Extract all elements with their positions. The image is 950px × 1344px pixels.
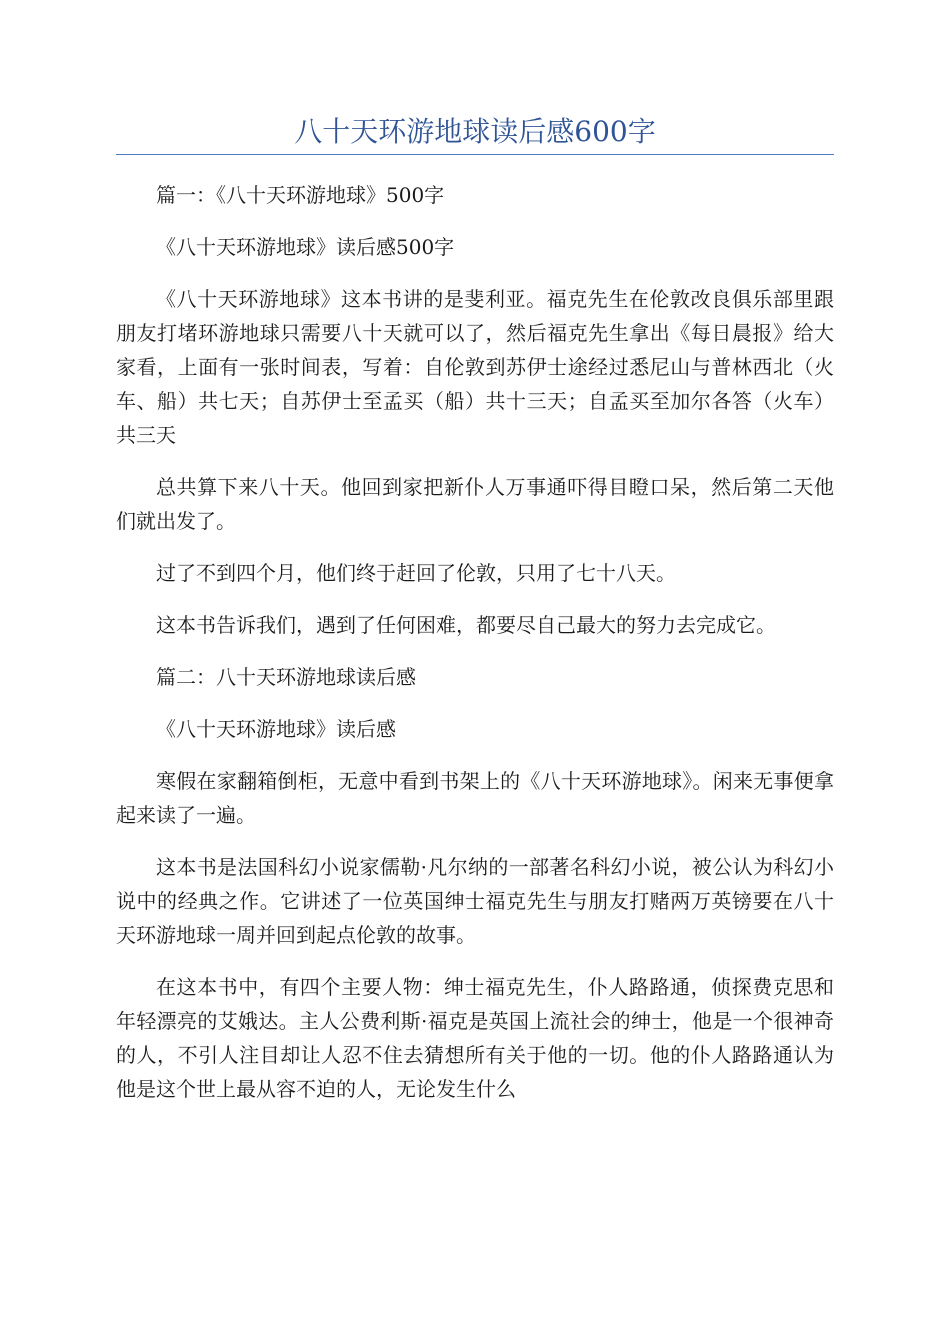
paragraph: 这本书是法国科幻小说家儒勒·凡尔纳的一部著名科幻小说，被公认为科幻小说中的经典之作。它讲述了一位英国绅士福克先生与朋友打赌两万英镑要在八十天环游地球一周并回到起点伦敦的故事。	[116, 855, 834, 947]
paragraph: 寒假在家翻箱倒柜，无意中看到书架上的《八十天环游地球》。闲来无事便拿起来读了一遍。	[116, 769, 834, 827]
paragraph-section-heading-1: 篇一：《八十天环游地球》500字	[156, 183, 445, 207]
paragraph: 这本书告诉我们，遇到了任何困难，都要尽自己最大的努力去完成它。	[156, 613, 776, 637]
paragraph: 在这本书中，有四个主要人物：绅士福克先生，仆人路路通，侦探费克思和年轻漂亮的艾娥达。主人公费利斯·福克是英国上流社会的绅士，他是一个很神奇的人，不引人注目却让人忍不住去猜想所有关于他的一切。他的仆人路路通认为他是这个世上最从容不迫的人，无论发生什么	[116, 975, 834, 1101]
paragraph-section-heading-2: 篇二：八十天环游地球读后感	[156, 665, 416, 689]
paragraph: 过了不到四个月，他们终于赶回了伦敦，只用了七十八天。	[156, 561, 676, 585]
title-underline	[116, 154, 834, 155]
document-title: 八十天环游地球读后感600字	[294, 115, 656, 148]
paragraph-subtitle-1: 《八十天环游地球》读后感500字	[156, 235, 455, 259]
paragraph: 《八十天环游地球》这本书讲的是斐利亚。福克先生在伦敦改良俱乐部里跟朋友打堵环游地球只需要八十天就可以了，然后福克先生拿出《每日晨报》给大家看，上面有一张时间表，写着：自伦敦到苏伊士途经过悉尼山与普林西北（火车、船）共七天；自苏伊士至孟买（船）共十三天；自孟买至加尔各答（火车）共三天	[116, 287, 834, 447]
document-body	[116, 178, 834, 1124]
paragraph: 总共算下来八十天。他回到家把新仆人万事通吓得目瞪口呆，然后第二天他们就出发了。	[116, 475, 834, 533]
paragraph-subtitle-2: 《八十天环游地球》读后感	[156, 717, 396, 741]
